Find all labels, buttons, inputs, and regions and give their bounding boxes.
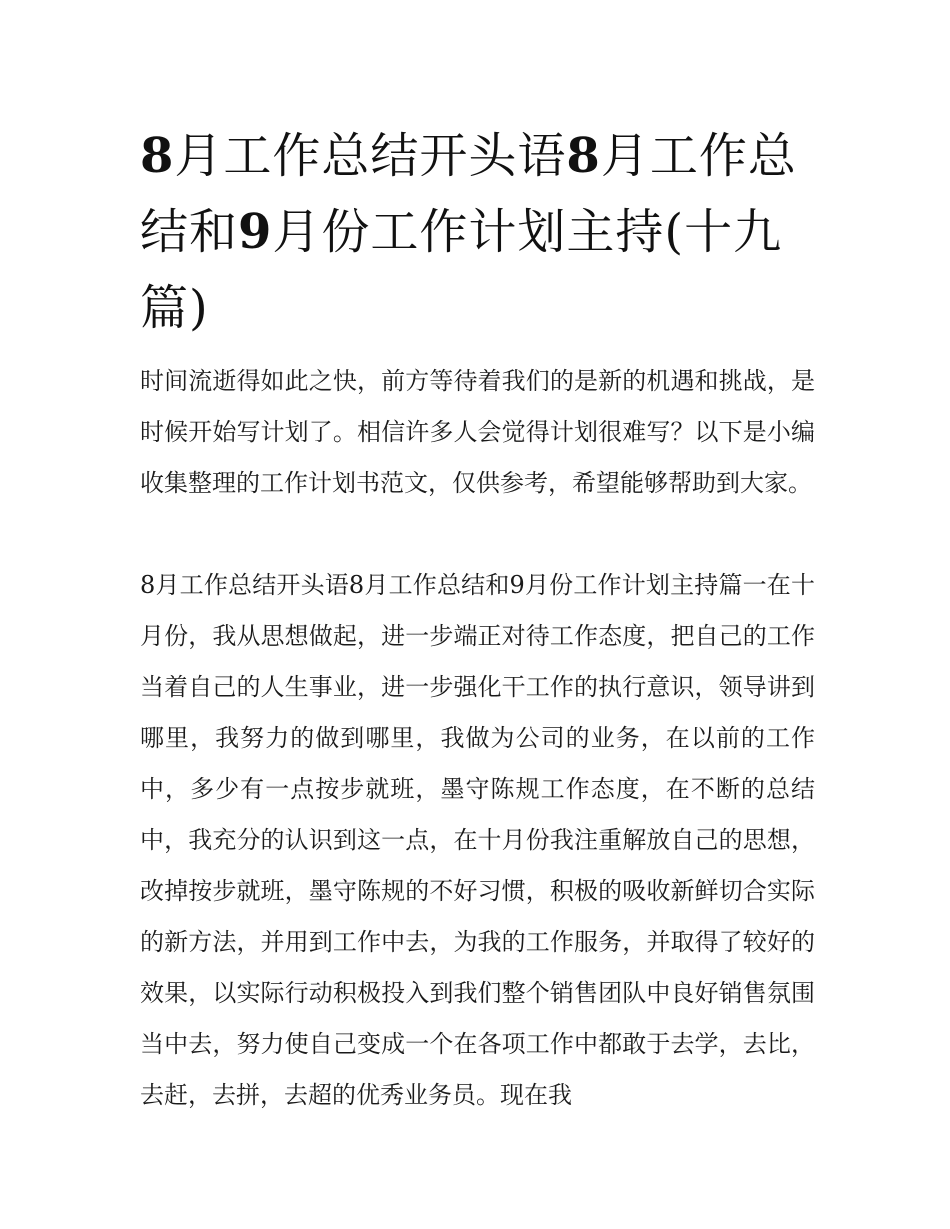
section-paragraph: 8月工作总结开头语8月工作总结和9月份工作计划主持篇一在十月份，我从思想做起，进一步端正对待工作态度，把自己的工作当着自己的人生事业，进一步强化干工作的执行意识，领导讲到哪里，我努力的做到哪里，我做为公司的业务，在以前的工作中，多少有一点按步就班，墨守陈规工作态度，在不断的总结中，我充分的认识到这一点，在十月份我注重解放自己的思想，改掉按步就班，墨守陈规的不好习惯，积极的吸收新鲜切合实际的新方法，并用到工作中去，为我的工作服务，并取得了较好的效果，以实际行动积极投入到我们整个销售团队中良好销售氛围当中去，努力使自己变成一个在各项工作中都敢于去学，去比，去赶，去拼，去超的优秀业务员。现在我 (140, 571, 815, 1109)
intro-paragraph: 时间流逝得如此之快，前方等待着我们的是新的机遇和挑战，是时候开始写计划了。相信许多人会觉得计划很难写？以下是小编收集整理的工作计划书范文，仅供参考，希望能够帮助到大家。 (140, 367, 815, 497)
document-title: 8月工作总结开头语8月工作总结和9月份工作计划主持(十九篇) (140, 128, 797, 336)
